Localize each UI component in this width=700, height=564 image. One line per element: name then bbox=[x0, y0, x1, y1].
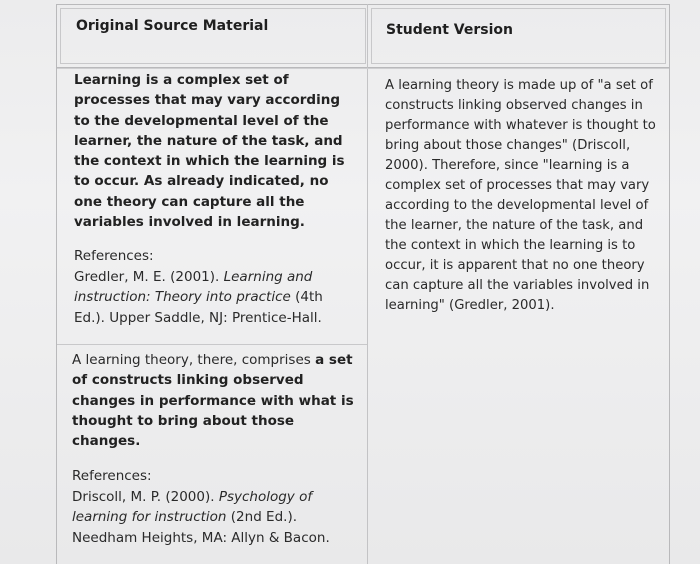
header-cell-original bbox=[60, 8, 366, 64]
ref-title: instruction: Theory into practice bbox=[74, 289, 291, 306]
ref-text: Gredler, M. E. (2001). bbox=[74, 269, 224, 285]
row-divider bbox=[57, 68, 669, 69]
references-label: References: bbox=[72, 468, 152, 484]
ref-title: learning for instruction bbox=[72, 509, 227, 526]
references-label: References: bbox=[74, 248, 154, 264]
ref-text: Driscoll, M. P. (2000). bbox=[72, 489, 219, 505]
original-quote-gredler: Learning is a complex set of processes that may vary according to the developmental level of the learner, the nature of the task, and the context in which the learning is to occur. As already indicated, no one theory can capture all the variables involved in learning. bbox=[74, 72, 345, 231]
quote-text: A learning theory, there, comprises bbox=[72, 352, 316, 368]
header-original: Original Source Material bbox=[76, 18, 269, 34]
header-student: Student Version bbox=[386, 22, 513, 38]
ref-title: Learning and bbox=[223, 269, 313, 285]
ref-title: Psychology of bbox=[218, 489, 313, 505]
header-row bbox=[57, 4, 669, 68]
ref-text: (4th bbox=[290, 289, 323, 306]
original-quote-driscoll bbox=[72, 350, 372, 451]
ref-text: Ed.). Upper Saddle, NJ: Prentice-Hall. bbox=[74, 309, 322, 326]
ref-text: Needham Heights, MA: Allyn & Bacon. bbox=[72, 529, 330, 546]
reference-driscoll bbox=[72, 487, 372, 548]
ref-text: (2nd Ed.). bbox=[226, 509, 297, 526]
quote-text-bold: of constructs linking observed changes in performance with what is thought to bring about those changes. bbox=[72, 372, 354, 450]
row-divider-left bbox=[57, 344, 367, 345]
student-paraphrase: A learning theory is made up of "a set of constructs linking observed changes in performance with whatever is thought to bring about those changes" (Driscoll, 2000). Therefore, since "learning is a complex set of processes that may vary according to the developmental level of the learner, the nature of the task, and the context in which the learning is to occur, it is apparent that no one theory can capture all the variables involved in learning" (Gredler, 2001). bbox=[385, 78, 656, 313]
reference-gredler bbox=[74, 267, 364, 328]
quote-text-bold: a set bbox=[315, 352, 353, 368]
column-divider bbox=[367, 4, 368, 564]
